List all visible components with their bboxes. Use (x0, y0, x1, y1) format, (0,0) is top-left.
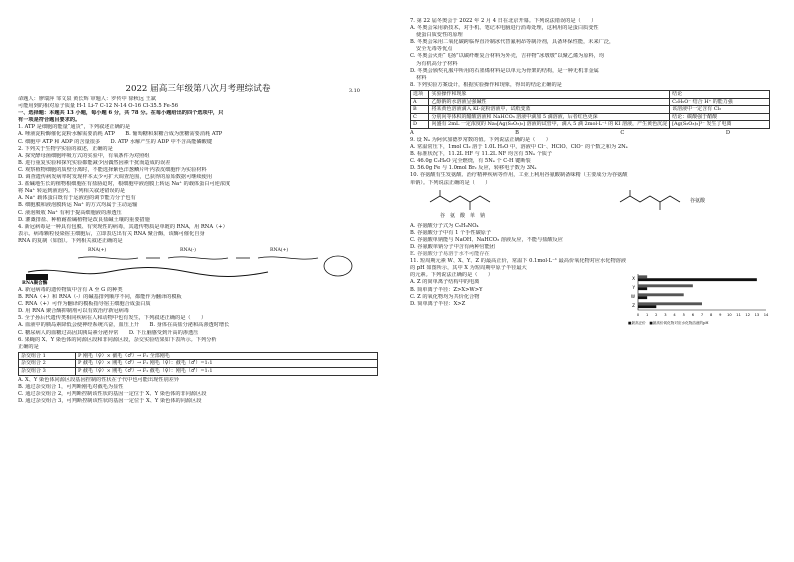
question-2 (18, 146, 378, 181)
rna-replication-diagram (18, 246, 378, 286)
option-text: E. 谷氨酸分子易溶于水不可能存在 (410, 251, 490, 258)
question-text: 2. 下列关于生物学实验的叙述，正确的是 (18, 145, 113, 152)
category-label: Z (632, 303, 635, 309)
category-label: W (630, 294, 635, 300)
right-column (410, 18, 770, 326)
option-text: D. 56.0g Fe 与 1.0mol Br₂ 反应，转移电子数为 3Nₐ (410, 165, 537, 172)
x-tick-label: 13 (754, 313, 760, 318)
option-text: 为有机高分子材料 (416, 60, 458, 67)
category-label: Y (632, 285, 635, 291)
x-tick-label: 8 (709, 313, 713, 318)
table-cell: P 刚毛（♀）× 截毛（♂）→ F₁ 全部刚毛 (76, 352, 378, 360)
question-text: 9. 设 Nₐ 为阿伏加德罗常数的值。下列说法正确的是（ ） (410, 137, 551, 143)
table-cell: 分别向等体积的醋酸溶液和 NaHCO₃ 溶液中滴加 5 滴溶液，后者红色更深 (429, 113, 670, 121)
structure-label: 谷氨酸 (690, 197, 706, 204)
table-row (411, 98, 770, 106)
option-text: C (620, 129, 625, 136)
title-text: 2022 届高三年级第八次月考理综试卷 (125, 84, 271, 94)
exam-title (18, 84, 378, 94)
table-row (411, 106, 770, 114)
x-tick-label: 9 (719, 313, 722, 318)
fig-label: RNA(-) (180, 247, 196, 253)
category-label: X (632, 276, 635, 282)
table-cell: 杂交组合 1 (19, 352, 76, 360)
option-text: D. 谷氨酸单钠分子中含有两种官能团 (410, 243, 496, 250)
table-cell: 向盛有 2mL 一定浓度的 Na₃[Ag(S₂O₃)₂] 溶液的试管中，滴入 5 滴 2mol·L⁻¹ 的 KI 溶液，产生黄色沉淀 (429, 121, 670, 129)
table-cell: B (411, 106, 429, 114)
option-text: A. 血液中的胰岛素降低会使神经系统兴奋，血压上升 B. 身体在高盐分泌和高渗透时增长 (18, 322, 230, 329)
chart-legend: ■最高正价 ■最高价氧化物对应水化物溶液的pH (628, 321, 709, 326)
option-text: C. 细胞中 ATP 和 ADP 的含量很多 D. ATP 水解产生的 ADP 中不含高能磷酸键 (18, 138, 213, 145)
x-tick-label: 5 (682, 313, 685, 318)
table-cell: 乙醇钠的水溶液呈强碱性 (429, 98, 670, 106)
option-text: A. 唾液淀粉酶催化淀粉水解需要消耗 ATP B. 葡萄糖和果糖合成为蔗糖需要消耗 ATP (18, 131, 223, 138)
option-text: B. 冬奥会采用二氧化碳跨临界直冷制冰代替氟利昂等制冷剂，具备环保性能，未来广泛， (410, 39, 615, 46)
table-cell: C (411, 113, 429, 121)
table-row (411, 113, 770, 121)
question-text: 11. 短周期元素 W、X、Y、Z 的最高正价，常温下 0.1mol·L⁻¹ 最高价氧化物对应水化物溶液 (410, 258, 627, 265)
ph-bar-chart-wrap (628, 272, 770, 325)
question-9 (410, 137, 770, 172)
option-text: A. Na⁺ 载体蛋白既有于运液泡的调节能力分子也有 (18, 195, 136, 202)
option-text: B. 简单离子半径：Z>X>W>Y (410, 286, 483, 293)
bar (638, 284, 693, 287)
structure-label: 谷 氨 酸 单 钠 (440, 212, 486, 219)
cross-table (18, 352, 378, 376)
x-tick-label: 0 (636, 313, 640, 318)
question-7 (410, 18, 770, 82)
question-11 (410, 258, 770, 326)
question-1 (18, 124, 378, 145)
bar (638, 278, 757, 281)
table-cell: A (411, 98, 429, 106)
option-text: B (515, 129, 519, 136)
table-row (411, 90, 770, 98)
table-row (19, 368, 378, 376)
option-text: C. 冬奥会火炬“飞扬”以碳纤维复合材料为外壳，吉祥物“冰墩墩”以聚乙烯为原料，均 (410, 53, 605, 60)
bar (638, 305, 656, 308)
option-text: A. 冬奥会采用新技术，对手机、笔记本电脑进行消毒处理，这利用的是蛋白质变性 (410, 25, 599, 32)
section-heading: 一、选择题：本题共 13 小题，每小题 6 分，共 78 分。在每小题给出的四个选项中，只 (18, 110, 224, 117)
table-cell: D (411, 121, 429, 129)
table-cell: 杂交组合 2 (19, 360, 76, 368)
option-text: A. 常温常压下，1mol Cl₂ 溶于 1.0L H₂O 中，溶液中 Cl⁻、HClO、ClO⁻ 的个数之和为 2Nₐ (410, 144, 628, 151)
x-tick-label: 6 (691, 313, 695, 318)
table-row (411, 121, 770, 129)
table-cell: 该溶液中一定含有 Cl₂ (670, 106, 770, 114)
bar (638, 275, 647, 278)
table-cell: 杂交组合 3 (19, 368, 76, 376)
fig-label: RNA聚合酶 (22, 280, 48, 286)
question-text: RNA 的复制（如图）。下列相关叙述正确的是 (18, 237, 123, 244)
meta-line: 命题人：廖瑞萍 邹文泉 黄长辉 审题人：罗传中 徐秋远 王斌 (18, 96, 156, 102)
option-text: B. 谷氨酸分子中有 1 个手性碳原子 (410, 229, 492, 236)
x-tick-label: 10 (727, 313, 732, 318)
option-text: D. 简单离子半径：X>Z (410, 300, 466, 307)
option-text: C. Z 的氧化物均为共价化合物 (410, 293, 480, 300)
option-text: B. 通过杂交组合 1，可判断刚毛对截毛为显性 (18, 383, 124, 390)
x-tick-label: 14 (763, 313, 769, 318)
x-tick-label: 2 (655, 313, 658, 318)
question-text: 1. ATP 是细胞的能量“通货”，下列叙述正确的是 (18, 124, 131, 131)
option-text: A. Z 的简单离子结构中的电离 (410, 279, 480, 286)
question-text: 4. 新冠病毒是一种具有包膜、有突现性的病毒，其遗传物质是单链的 RNA，用 RNA（+） (18, 223, 228, 230)
question-text: 10. 谷氨酸有生发氨酸、治疗精神疾病等作用，工业上利用谷氨酸制备味精（主要成分为谷氨酸 (410, 172, 628, 179)
option-text: D. 灌溉排盐、种植耐盐碱植物是改良盐碱土壤的重要措施 (18, 216, 150, 223)
bar (638, 302, 702, 305)
x-tick-label: 4 (673, 313, 676, 318)
option-text: B. RNA（+）和 RNA（-）的碱基排列顺序不同，都能作为翻译的模板 (18, 294, 182, 301)
section-heading: 有一项是符合题目要求的。 (18, 117, 81, 124)
question-3 (18, 181, 378, 224)
table-cell: P 截毛（♀）× 刚毛（♂）→ F₁ 截毛（♀）：刚毛（♂）=1:1 (76, 368, 378, 376)
question-text: 正确的是 (18, 343, 39, 350)
option-text: C. 谷氨酸单钠能与 NaOH、NaHCO₃ 溶液反应，不能与盐酸反应 (410, 236, 563, 243)
table-cell: [Ag(S₂O₃)₂]³⁻ 发生了电离 (670, 121, 770, 129)
option-text: C. 糖尿病人的血糖过高因其胰岛素分泌异常 D. 下丘脑感受到升高的渗透压 (18, 329, 199, 336)
fig-label: RNA(+) (270, 247, 289, 253)
table-cell: P 截毛（♀）× 刚毛（♂）→ F₁ 刚毛（♀）：截毛（♂）=1:1 (76, 360, 378, 368)
question-text: 8. 下列实验方案设计，根据实验操作和现象，得出的结论正确的是 (410, 81, 562, 88)
question-text: 单钠）。下列说法正确的是（ ） (410, 179, 491, 186)
option-text: A. 探究酵母菌细胞呼吸方式的实验中，有氧条件为对照组 (18, 152, 150, 159)
meta-line: 可能用到的相对原子质量 H-1 Li-7 C-12 N-14 O-16 Cl-35.5 Fe-56 (18, 103, 179, 110)
question-text: 的 pH 如图所示，其中 X 为短周期中原子半径最大 (410, 265, 527, 272)
option-text: C. 液泡吸收 Na⁺ 有利于提高细胞液的渗透压 (18, 209, 122, 216)
left-column (18, 18, 378, 405)
option-text: D. 通过杂交组合 3，可判断控制该性状的基因一定位于 X、Y 染色体的同源区段 (18, 397, 202, 404)
question-5-6 (18, 315, 378, 350)
option-text: 材料 (416, 74, 427, 81)
option-text: C. 通过杂交组合 2，可判断控制该性状的基因一定位于 X、Y 染色体的非同源区段 (18, 390, 207, 397)
option-text: A. X、Y 染色体同源区段基因控制的性状在子代中也可能出现性别差异 (18, 376, 180, 383)
glutamate-structures (410, 188, 770, 222)
question-text: 5. 全子孙后代遗传类相同疾病在人和动物中也有发生，下列叙述正确的是（ ） (18, 315, 207, 322)
question-4 (18, 224, 378, 316)
question-text: 表示。病毒颗粒侵染宿主细胞后，立即表达出有关 RNA 聚合酶，该酶可催化自身 (18, 230, 205, 237)
table-cell: 选项 (411, 90, 429, 98)
question-text: 3. 盐碱地生长的植物根细胞在有盐胁迫时，根细胞中液泡膜上转运 Na⁺ 的载体蛋白可逆浓度 (18, 181, 231, 188)
x-tick-label: 12 (745, 313, 751, 318)
x-tick-label: 11 (736, 313, 741, 318)
page-code: 3.10 (348, 88, 360, 94)
question-text: 7. 第 22 届冬奥会于 2022 年 2 月 4 日在北京开幕。下列说法错误的是（ ） (410, 18, 597, 24)
option-text: A. 谷氨酸分子式为 C₅H₉NO₄ (410, 222, 479, 229)
table-cell: 实验操作和现象 (429, 90, 670, 98)
option-text: C. 46.0g C₂H₆O 完全燃烧，有 5Nₐ 个 C-H 键断裂 (410, 158, 531, 165)
option-text: C. 观察植物细胞的质壁分离时，不能选择紫色洋葱鳞片叶内表皮细胞作为实验材料 (18, 166, 207, 173)
table-row (19, 352, 378, 360)
x-tick-label: 3 (664, 313, 667, 318)
option-text: A. 新冠病毒的遗传物质中含有 A 至 G 的种类 (18, 286, 123, 293)
question-text: 6. 果蝇的 X、Y 染色体的同源区段和非同源区段，杂交实验结果如下表所示。下列分析 (18, 336, 217, 343)
fig-label: RNA(+) (88, 247, 107, 253)
option-text: D. 调查遗传病发病率时发现样本太少可扩大调查范围，已获得的原始数据可继续使用 (18, 174, 213, 181)
x-tick-label: 1 (645, 313, 649, 318)
question-text: 将 Na⁺ 转运到液泡内。下列相关叙述错误的是 (18, 188, 126, 195)
option-text: D (725, 129, 730, 136)
option-text: B. 进行重复实验和探究实验都能减少因偶然因素干扰而造成的误差 (18, 159, 171, 166)
experiment-table (410, 90, 770, 129)
table-row (19, 360, 378, 368)
q8-options (410, 130, 770, 137)
option-text: B. 标准状况下，11.2L HF 与 11.2L NF 均含有 5Nₐ 个质子 (410, 151, 553, 158)
question-10 (410, 172, 770, 258)
exam-page (18, 18, 776, 544)
option-text: 安全无毒等优点 (416, 46, 453, 53)
option-text: D. 冬奥会颁奖礼服中所用的石墨烯材料是以单元为骨架的结构，是一种无机非金属 (410, 67, 599, 74)
table-cell: C₂H₅O⁻ 结合 H⁺ 的能力强 (670, 98, 770, 106)
option-text: D. 用 RNA 聚合酶抑制剂可以有效治疗新冠病毒 (18, 308, 129, 315)
x-tick-label: 7 (700, 313, 704, 318)
table-cell: 将某黄色溶液滴入 KI-淀粉溶液中，试纸变蓝 (429, 106, 670, 114)
option-text: C. RNA（+）可作为翻译的模板指导宿主细胞合成蛋白质 (18, 301, 151, 308)
option-text: 使蛋白质变性的原理 (416, 32, 463, 39)
question-text: 的元素。下列说法正确的是（ ） (410, 272, 494, 279)
table-cell: 结论 (670, 90, 770, 98)
table-cell: 结论：碳酸强于醋酸 (670, 113, 770, 121)
bar (638, 296, 647, 299)
bar (638, 287, 647, 290)
bar (638, 293, 684, 296)
option-text: B. 细胞膜和液泡膜转运 Na⁺ 的方式均属于主动运输 (18, 202, 138, 209)
option-text: A (410, 129, 414, 136)
ph-bar-chart (628, 272, 770, 318)
